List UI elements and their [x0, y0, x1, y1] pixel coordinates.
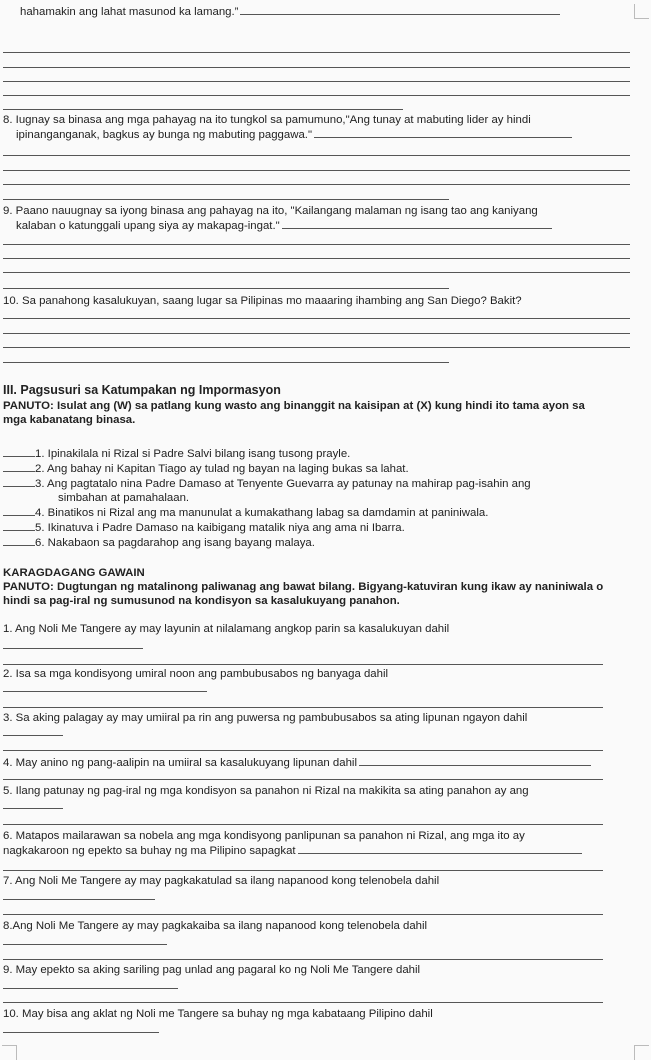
answer-line[interactable] — [3, 824, 603, 825]
essay-item-9: 9. May epekto sa aking sariling pag unlad ang pagaral ko ng Noli Me Tangere dahil — [3, 964, 421, 976]
answer-line[interactable] — [3, 1032, 159, 1033]
answer-line[interactable] — [3, 691, 207, 692]
essay-item-6: 6. Matapos mailarawan sa nobela ang mga kondisyong panlipunan sa panahon ni Rizal, ang mga ito ay nagkakaroon ng epekto sa buhay ng ma Pilipino sapagkat — [3, 829, 582, 858]
answer-blank[interactable] — [3, 476, 35, 487]
essay-item-10: 10. May bisa ang aklat ng Noli me Tangere sa buhay ng mga kabataang Pilipino dahil — [3, 1008, 433, 1020]
answer-line[interactable] — [3, 67, 630, 68]
answer-blank[interactable] — [3, 535, 35, 546]
answer-line[interactable] — [3, 899, 155, 900]
answer-blank[interactable] — [359, 755, 591, 766]
answer-line[interactable] — [3, 664, 603, 665]
answer-blank[interactable] — [3, 505, 35, 516]
answer-blank[interactable] — [282, 218, 552, 229]
question-8: 8. Iugnay sa binasa ang mga pahayag na ito tungkol sa pamumuno,"Ang tunay at mabuting lider ay hindi ipinanganganak, bagkus ay bunga ng mabuting paggawa." — [3, 113, 572, 142]
section-title: KARAGDAGANG GAWAIN — [3, 567, 145, 579]
answer-line[interactable] — [3, 244, 630, 245]
page-corner-mark — [2, 1045, 17, 1060]
question-10: 10. Sa panahong kasalukuyan, saang lugar sa Pilipinas mo maaaring ihambing ang San Diego? Bakit? — [3, 295, 522, 307]
section-instructions: PANUTO: Isulat ang (W) sa patlang kung wasto ang binanggit na kaisipan at (X) kung hindi ito tama ayon sa mga kabanatang binasa. — [3, 400, 585, 426]
answer-blank[interactable] — [3, 520, 35, 531]
answer-line[interactable] — [3, 318, 630, 319]
answer-blank[interactable] — [3, 461, 35, 472]
answer-line[interactable] — [3, 333, 630, 334]
page-corner-mark — [634, 4, 649, 19]
essay-item-8: 8.Ang Noli Me Tangere ay may pagkakaiba sa ilang napanood kong telenobela dahil — [3, 920, 428, 932]
page-corner-mark — [634, 1045, 649, 1060]
answer-blank[interactable] — [3, 446, 35, 457]
answer-blank[interactable] — [314, 127, 572, 138]
answer-line[interactable] — [3, 808, 63, 809]
answer-line[interactable] — [3, 988, 178, 989]
answer-line[interactable] — [3, 870, 603, 871]
answer-line[interactable] — [3, 735, 63, 736]
answer-line[interactable] — [3, 258, 630, 259]
answer-line[interactable] — [3, 95, 630, 96]
continuation-text: hahamakin ang lahat masunod ka lamang.” — [20, 4, 560, 19]
list-item: 5. Ikinatuva i Padre Damaso na kaibigang matalik niya ang ama ni Ibarra. — [3, 520, 531, 535]
essay-item-1: 1. Ang Noli Me Tangere ay may layunin at nilalamang angkop parin sa kasalukuyan dahil — [3, 623, 450, 635]
answer-line[interactable] — [3, 288, 449, 289]
answer-line[interactable] — [3, 347, 630, 348]
essay-item-2: 2. Isa sa mga kondisyong umiral noon ang pambubusabos ng banyaga dahil — [3, 668, 389, 680]
answer-line[interactable] — [3, 52, 630, 53]
essay-item-3: 3. Sa aking palagay ay may umiiral pa rin ang puwersa ng pambubusabos sa ating lipunan ngayon dahil — [3, 712, 528, 724]
answer-line[interactable] — [3, 914, 603, 915]
answer-line[interactable] — [3, 707, 603, 708]
section-instructions: PANUTO: Dugtungan ng matalinong paliwanag ang bawat bilang. Bigyang-katuviran kung ikaw ay naniniwala o hindi sa pag-iral ng sumusunod na kondisyon sa kasalukuyang panahon. — [3, 581, 604, 607]
essay-item-5: 5. Ilang patunay ng pag-iral ng mga kondisyon sa panahon ni Rizal na makikita sa ating panahon ay ang — [3, 785, 529, 797]
answer-line[interactable] — [3, 109, 403, 110]
answer-line[interactable] — [3, 779, 603, 780]
answer-line[interactable] — [3, 648, 143, 649]
answer-line[interactable] — [3, 155, 630, 156]
question-9: 9. Paano nauugnay sa iyong binasa ang pahayag na ito, "Kailangang malaman ng isang tao ang kaniyang kalaban o katunggali upang siya ay makapag-ingat." — [3, 204, 552, 233]
answer-line[interactable] — [3, 272, 630, 273]
answer-line[interactable] — [3, 170, 630, 171]
list-item: 6. Nakabaon sa pagdarahop ang isang bayang malaya. — [3, 535, 531, 550]
answer-line[interactable] — [3, 199, 449, 200]
answer-line[interactable] — [3, 362, 449, 363]
answer-blank[interactable] — [298, 843, 582, 854]
answer-line[interactable] — [3, 1002, 603, 1003]
answer-line[interactable] — [3, 184, 630, 185]
answer-line[interactable] — [3, 959, 603, 960]
list-item: 3. Ang pagtatalo nina Padre Damaso at Tenyente Guevarra ay patunay na mahirap pag-isahin ang — [3, 476, 531, 491]
answer-blank[interactable] — [240, 4, 560, 15]
true-false-list: 1. Ipinakilala ni Rizal si Padre Salvi bilang isang tusong prayle. 2. Ang bahay ni Kapitan Tiago ay tulad ng bayan na laging bukas sa lahat. 3. Ang pagtatalo nina Padre Damaso at Tenyente Guevarra ay patunay na mahirap pag-isahin ang simbahan at pamahalaan. 4. Binatikos ni Rizal ang ma manunulat a kumakathang labag sa damdamin at paniniwala. 5. Ikinatuva i Padre Damaso na kaibigang matalik niya ang ama ni Ibarra. 6. Nakabaon sa pagdarahop ang isang bayang malaya. — [3, 446, 531, 550]
section-title: III. Pagsusuri sa Katumpakan ng Impormasyon — [3, 383, 281, 397]
answer-line[interactable] — [3, 750, 603, 751]
essay-item-4: 4. May anino ng pang-aalipin na umiiral sa kasalukuyang lipunan dahil — [3, 755, 591, 770]
answer-line[interactable] — [3, 944, 167, 945]
list-item: 2. Ang bahay ni Kapitan Tiago ay tulad ng bayan na laging bukas sa lahat. — [3, 461, 531, 476]
list-item: 4. Binatikos ni Rizal ang ma manunulat a kumakathang labag sa damdamin at paniniwala. — [3, 505, 531, 520]
list-item: 1. Ipinakilala ni Rizal si Padre Salvi bilang isang tusong prayle. — [3, 446, 531, 461]
essay-item-7: 7. Ang Noli Me Tangere ay may pagkakatulad sa ilang napanood kong telenobela dahil — [3, 875, 440, 887]
answer-line[interactable] — [3, 81, 630, 82]
